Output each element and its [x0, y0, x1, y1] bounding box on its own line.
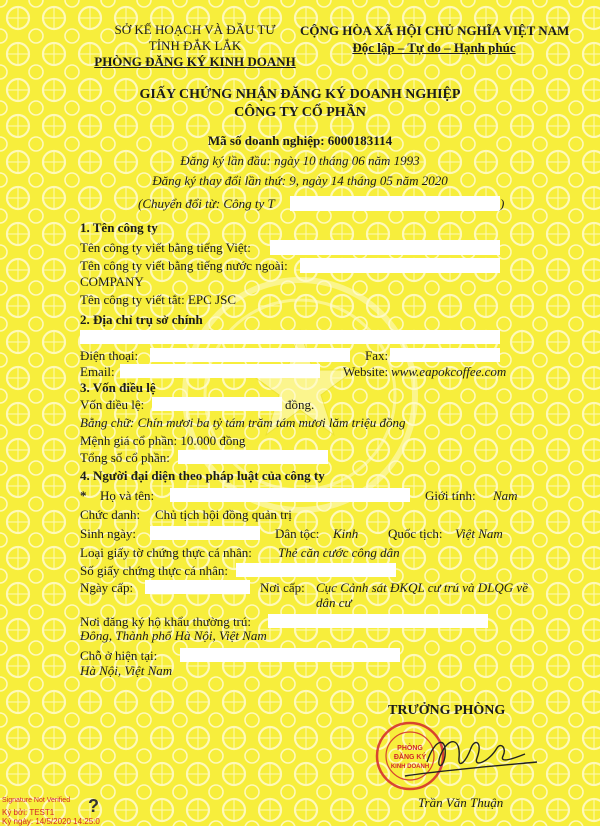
authority-line2: TỈNH ĐẮK LẮK	[148, 38, 242, 53]
vn-name-label: Tên công ty viết bằng tiếng Việt:	[80, 240, 251, 255]
dob-label: Sinh ngày:	[80, 526, 136, 541]
id-number-label: Số giấy chứng thực cá nhân:	[80, 563, 229, 578]
redacted-block	[290, 196, 500, 211]
issue-place-line1: Cục Cảnh sát ĐKQL cư trú và DLQG về	[316, 580, 528, 595]
issue-place-label: Nơi cấp:	[260, 580, 305, 595]
residence-label: Nơi đăng ký hộ khẩu thường trú:	[80, 614, 251, 629]
redacted-block	[270, 240, 500, 255]
change-registration: Đăng ký thay đổi lần thứ: 9, ngày 14 tháng 05 năm 2020	[152, 173, 448, 188]
first-registration: Đăng ký lần đầu: ngày 10 tháng 06 năm 1993	[180, 153, 420, 168]
redacted-block	[300, 258, 500, 273]
nationality-value: Việt Nam	[455, 526, 503, 541]
phone-label: Điện thoại:	[80, 348, 139, 363]
section1-heading: 1. Tên công ty	[80, 220, 158, 235]
total-shares-label: Tổng số cổ phần:	[80, 450, 170, 465]
redacted-block	[390, 348, 500, 362]
redacted-block	[80, 330, 500, 344]
capital-in-words: Bằng chữ: Chín mươi ba tỷ tám trăm tám mươi lăm triệu đồng	[80, 415, 406, 430]
verification-question-icon: ?	[88, 796, 99, 816]
redacted-block	[268, 614, 488, 628]
id-type-value: Thẻ căn cước công dân	[278, 545, 400, 560]
rep-name-label: Họ và tên:	[100, 488, 155, 503]
current-address-value: Hà Nội, Việt Nam	[80, 663, 173, 678]
redacted-block	[120, 364, 320, 378]
website-value: www.eapokcoffee.com	[391, 364, 507, 379]
issue-place-line2: dân cư	[316, 595, 352, 610]
redacted-block	[145, 580, 250, 594]
svg-text:ĐĂNG KÝ: ĐĂNG KÝ	[393, 754, 427, 761]
foreign-name-tail: COMPANY	[80, 274, 144, 289]
motto: Độc lập – Tự do – Hạnh phúc	[352, 40, 516, 55]
issue-date-label: Ngày cấp:	[80, 580, 134, 595]
position-value: Chủ tịch hội đồng quản trị	[155, 507, 292, 522]
id-type-label: Loại giấy tờ chứng thực cá nhân:	[80, 545, 252, 560]
title-line1: GIẤY CHỨNG NHẬN ĐĂNG KÝ DOANH NGHIỆP	[139, 87, 461, 102]
section2-heading: 2. Địa chỉ trụ sở chính	[80, 312, 203, 327]
redacted-block	[178, 450, 328, 464]
signer-name: Trần Văn Thuận	[418, 795, 504, 810]
converted-from-end: )	[500, 196, 505, 211]
section4-heading: 4. Người đại diện theo pháp luật của công ty	[80, 468, 325, 483]
star-marker: *	[80, 488, 87, 503]
capital-label: Vốn điều lệ:	[80, 397, 145, 412]
redacted-block	[152, 397, 282, 411]
redacted-block	[236, 563, 396, 577]
redacted-block	[180, 648, 400, 662]
signature-status: Signature Not Verified	[2, 797, 71, 804]
current-address-label: Chỗ ở hiện tại:	[80, 648, 158, 663]
capital-unit: đồng.	[285, 397, 315, 412]
signer-role: TRƯỞNG PHÒNG	[388, 703, 506, 718]
redacted-block	[150, 348, 350, 362]
gender-label: Giới tính:	[425, 488, 476, 503]
authority-line1: SỞ KẾ HOẠCH VÀ ĐẦU TƯ	[114, 22, 276, 37]
redacted-block	[170, 488, 410, 502]
national-motto	[300, 22, 568, 56]
document-title	[0, 86, 600, 122]
title-line2: CÔNG TY CỔ PHẦN	[234, 105, 366, 120]
authority-line3: PHÒNG ĐĂNG KÝ KINH DOANH	[94, 54, 296, 69]
gender-value: Nam	[493, 488, 518, 503]
enterprise-code: Mã số doanh nghiệp: 6000183114	[207, 133, 393, 148]
nationality-label: Quốc tịch:	[388, 526, 443, 541]
redacted-block	[150, 526, 260, 540]
residence-value: Đông, Thành phố Hà Nội, Việt Nam	[80, 628, 267, 643]
signature-signer: Ký bởi: TEST1	[2, 808, 55, 817]
red-seal-icon	[377, 723, 443, 789]
short-name: Tên công ty viết tắt: EPC JSC	[80, 292, 236, 307]
official-seal-and-signature	[365, 718, 540, 798]
issuing-authority	[80, 22, 310, 70]
converted-from: (Chuyển đổi từ: Công ty T	[138, 196, 275, 211]
email-label: Email:	[80, 364, 115, 379]
ethnic-label: Dân tộc:	[275, 526, 320, 541]
section3-heading: 3. Vốn điều lệ	[80, 380, 156, 395]
foreign-name-label: Tên công ty viết bằng tiếng nước ngoài:	[80, 258, 288, 273]
country-name: CỘNG HÒA XÃ HỘI CHỦ NGHĨA VIỆT NAM	[300, 23, 570, 38]
website-label: Website:	[343, 364, 389, 379]
position-label: Chức danh:	[80, 507, 141, 522]
svg-text:PHÒNG: PHÒNG	[397, 745, 423, 752]
fax-label: Fax:	[365, 348, 389, 363]
signature-date: Ký ngày: 14/5/2020 14:25:0	[2, 817, 100, 826]
ethnic-value: Kinh	[333, 526, 359, 541]
svg-text:KINH DOANH: KINH DOANH	[390, 764, 430, 770]
par-value: Mệnh giá cổ phần: 10.000 đồng	[80, 433, 246, 448]
